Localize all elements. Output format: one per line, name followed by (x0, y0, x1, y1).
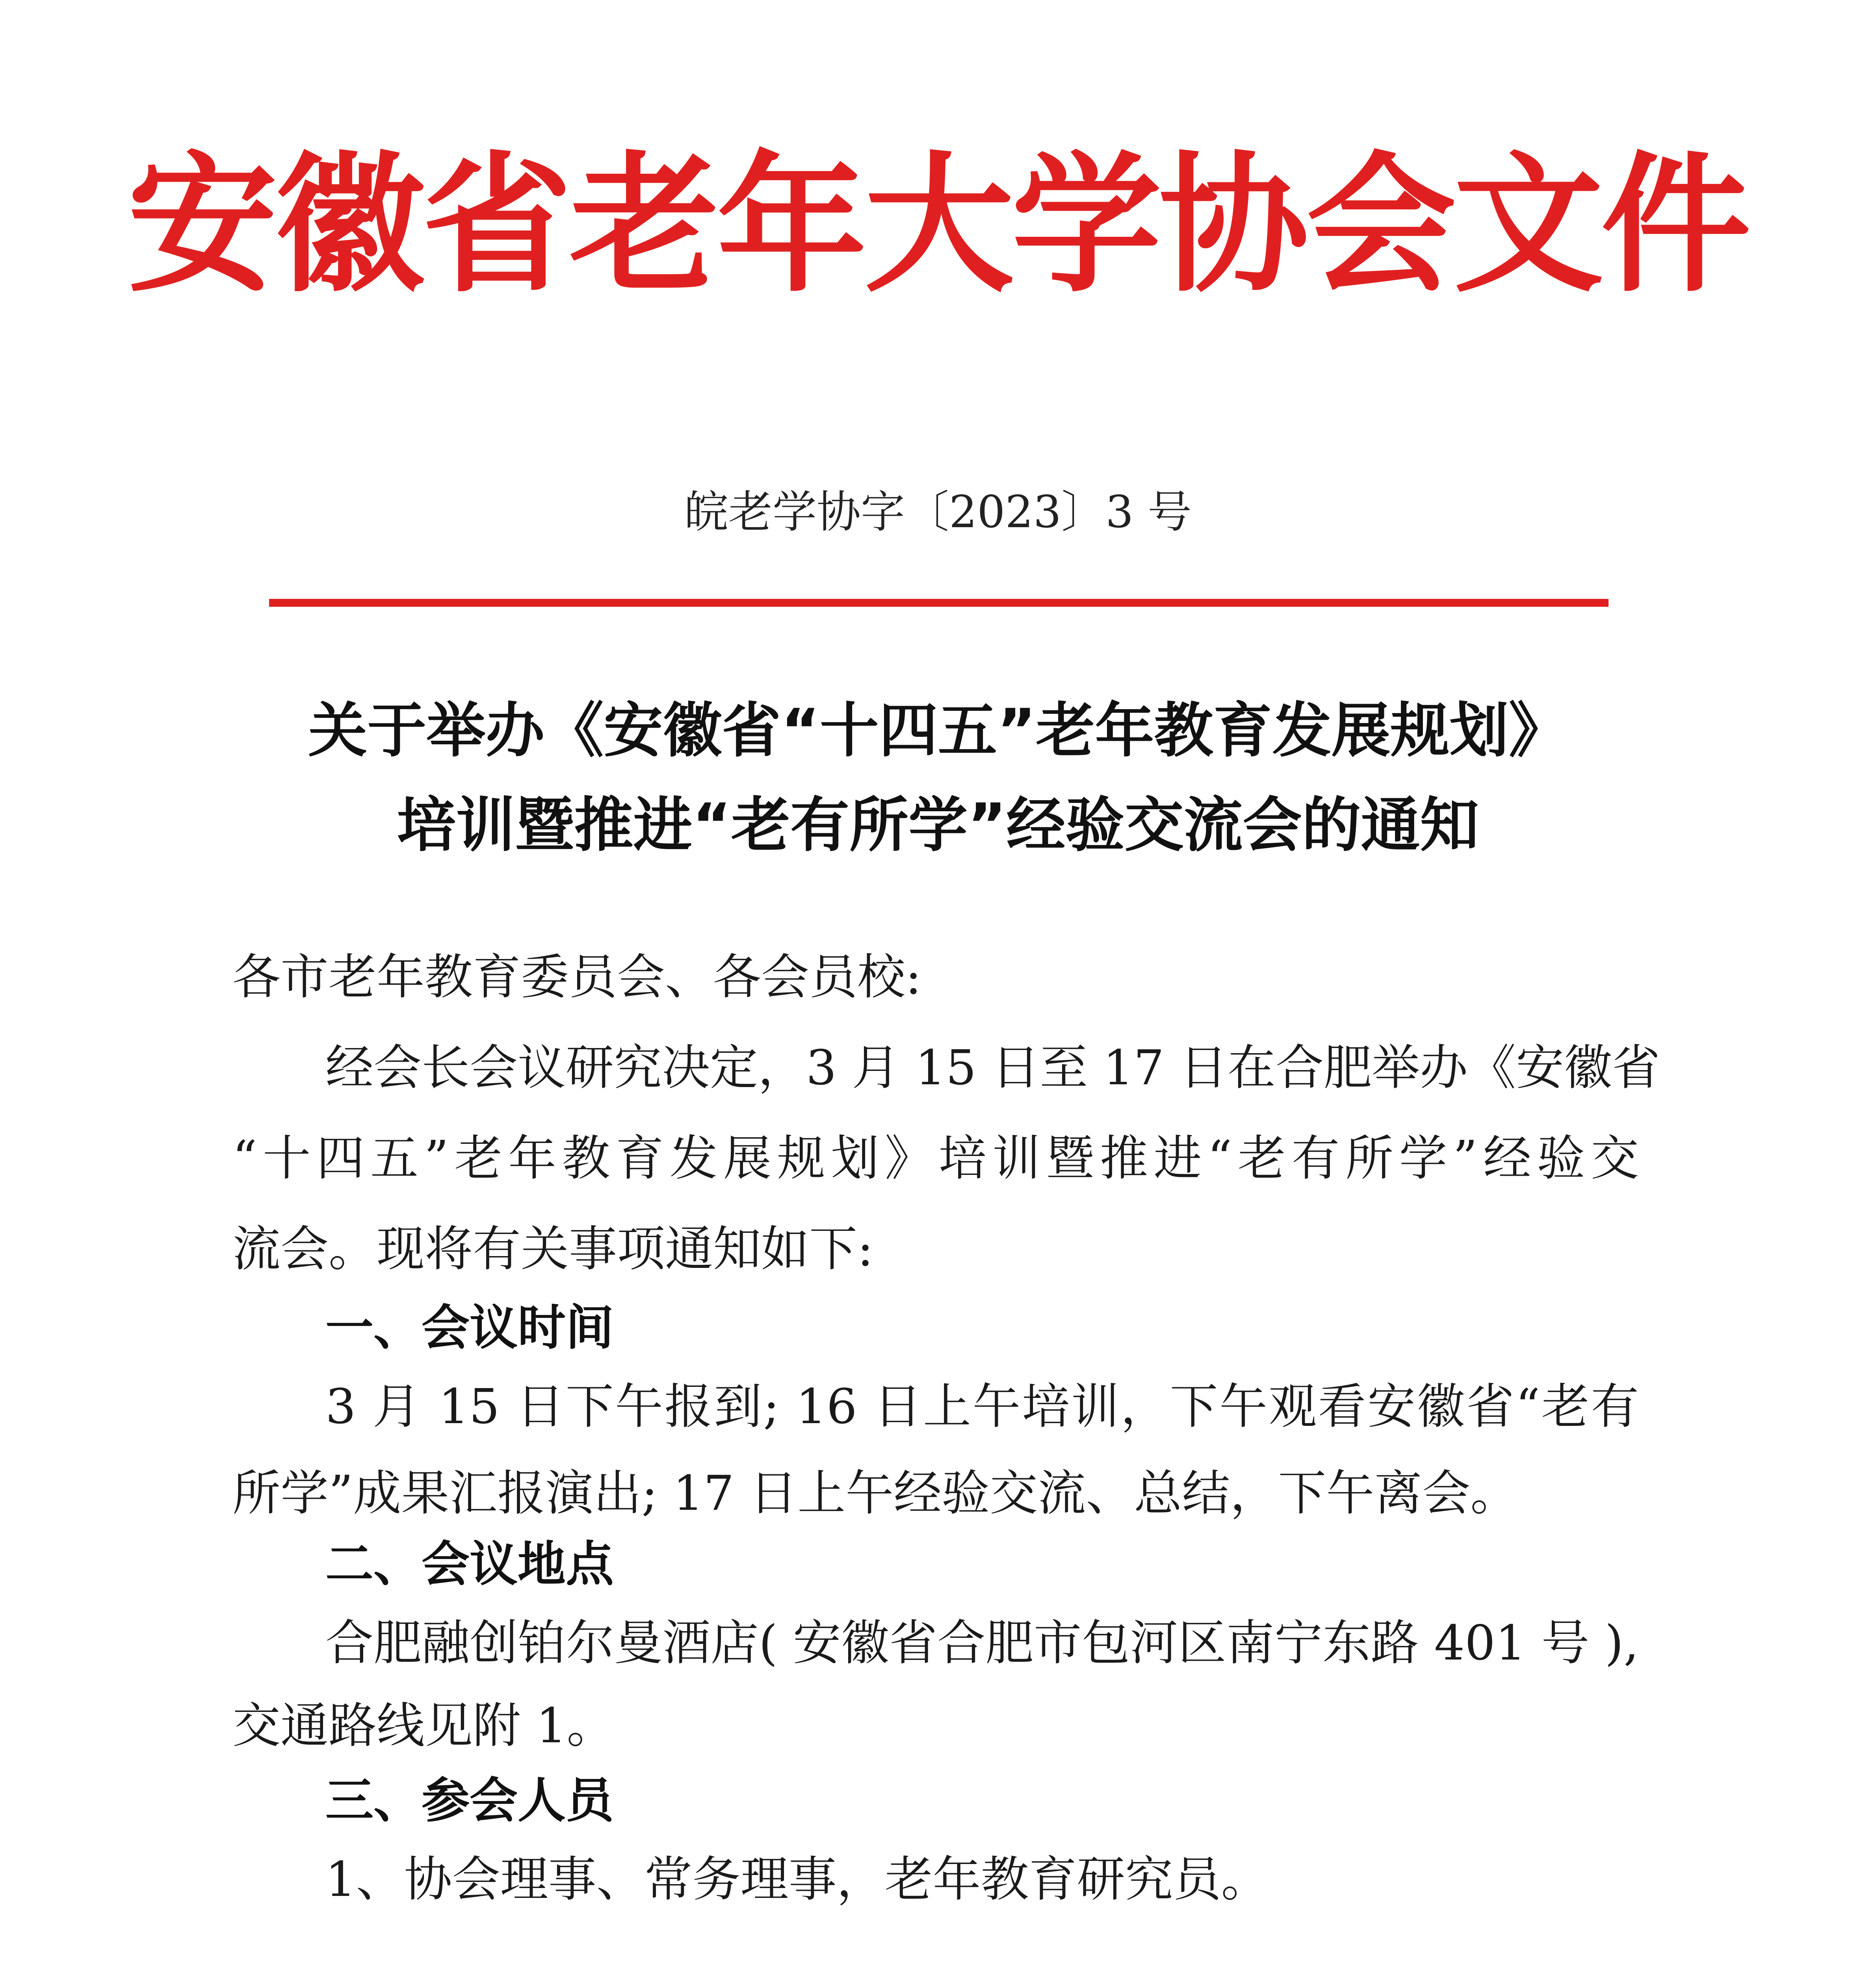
intro-line-3: 流会。现将有关事项通知如下: (232, 1221, 874, 1277)
attendees-line-1: 1、协会理事、常务理事，老年教育研究员。 (325, 1851, 1269, 1907)
time-line-1: 3 月 15 日下午报到; 16 日上午培训，下午观看安徽省“老有 (325, 1379, 1639, 1435)
section-heading-time: 一、会议时间 (325, 1300, 614, 1356)
salutation: 各市老年教育委员会、各会员校: (232, 949, 922, 1005)
intro-line-2: “十四五”老年教育发展规划》培训暨推进“老有所学”经验交 (232, 1130, 1639, 1186)
section-heading-attendees: 三、参会人员 (325, 1773, 614, 1829)
intro-line-1: 经会长会议研究决定，3 月 15 日至 17 日在合肥举办《安徽省 (325, 1040, 1661, 1096)
place-line-1: 合肥融创铂尔曼酒店( 安徽省合肥市包河区南宁东路 401 号 ), (325, 1615, 1639, 1671)
document-masthead: 安徽省老年大学协会文件 (128, 136, 1748, 312)
notice-title-line-2: 培训暨推进“老有所学”经验交流会的通知 (397, 791, 1479, 860)
section-heading-place: 二、会议地点 (325, 1536, 614, 1592)
time-line-2: 所学”成果汇报演出; 17 日上午经验交流、总结，下午离会。 (232, 1465, 1519, 1521)
notice-title-line-1: 关于举办《安徽省“十四五”老年教育发展规划》 (308, 697, 1568, 765)
document-number: 皖老学协字〔2023〕3 号 (684, 487, 1192, 538)
place-line-2: 交通路线见附 1。 (232, 1698, 615, 1754)
red-separator-line (269, 599, 1609, 607)
